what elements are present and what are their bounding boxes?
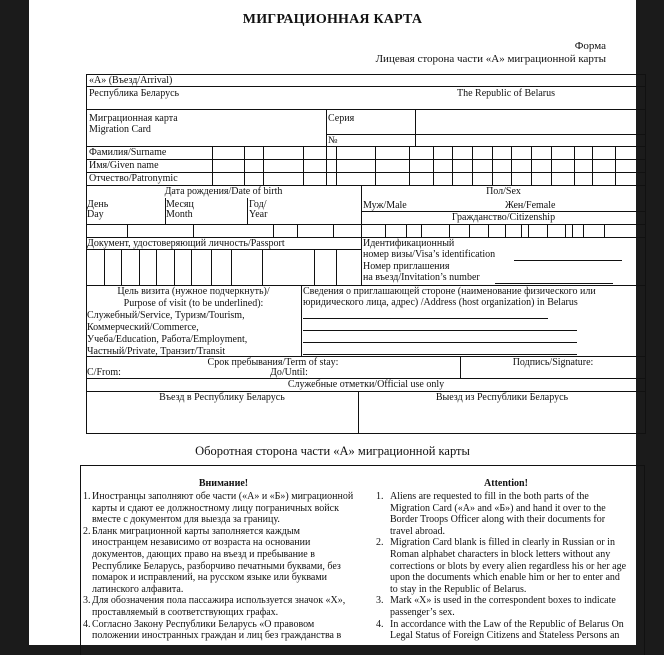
card-name-en: Migration Card xyxy=(89,124,151,135)
passport-input[interactable] xyxy=(86,249,361,285)
item-number: 2. xyxy=(376,537,384,549)
ru-instruction-item xyxy=(83,491,363,526)
purpose-option[interactable]: Служебный/Service, Туризм/Tourism, xyxy=(87,310,245,321)
item-line: upon the documents which enable him or her to enter and xyxy=(390,572,620,584)
item-line: иностранцем независимо от возраста на основании xyxy=(92,537,311,549)
item-line: Для обозначения пола пассажира используется значок «Х», xyxy=(92,595,346,607)
number-input[interactable] xyxy=(415,134,646,146)
item-line: документов, дающих право на въезд и пребывание в xyxy=(92,548,315,560)
item-number: 4. xyxy=(376,618,384,630)
host-address-line-2[interactable] xyxy=(303,330,577,331)
en-instruction-item xyxy=(368,595,640,618)
document-page xyxy=(29,0,636,645)
purpose-option[interactable]: Коммерческий/Commerce, xyxy=(87,322,199,333)
invitation-input[interactable] xyxy=(495,283,613,284)
purpose-title-en: Purpose of visit (to be underlined): xyxy=(123,298,264,309)
grid-line xyxy=(191,249,192,285)
grid-line xyxy=(127,224,128,237)
grid-line xyxy=(406,224,407,237)
ru-instruction-item xyxy=(83,619,363,642)
dob-label: Дата рождения/Date of birth xyxy=(164,186,283,197)
grid-line xyxy=(297,224,298,237)
en-instruction-item xyxy=(368,537,640,595)
item-line: corrections or blots by every alien regardless his or her age xyxy=(390,560,627,572)
grid-line xyxy=(193,224,194,237)
visa-id-input[interactable] xyxy=(514,260,622,261)
purpose-option[interactable]: Частный/Private, Транзит/Transit xyxy=(87,346,226,357)
item-number: 4. xyxy=(83,618,91,630)
divider xyxy=(326,109,327,146)
item-line: Border Troops Officer along with their documents for xyxy=(390,514,606,526)
item-number: 1. xyxy=(376,491,384,502)
day-ru: День xyxy=(87,199,109,210)
item-line: Migration Card («А» and «Б») and hand it over to the xyxy=(390,502,606,514)
grid-line xyxy=(139,249,140,285)
grid-line xyxy=(174,249,175,285)
en-instruction-item xyxy=(368,491,640,537)
notice-box xyxy=(80,465,645,655)
ru-instructions xyxy=(83,491,363,642)
country-ru: Республика Беларусь xyxy=(89,88,180,99)
official-use-label: Служебные отметки/Official use only xyxy=(287,379,445,390)
item-line: Aliens are requested to fill in the both parts of the xyxy=(390,491,589,502)
patronymic-input[interactable] xyxy=(212,173,646,185)
invitation-label-1: Номер приглашения xyxy=(363,261,450,272)
item-line: Согласно Закону Республики Беларусь «О правовом xyxy=(92,618,315,630)
surname-input[interactable] xyxy=(212,147,646,159)
item-line: Roman alphabet characters in block letters without any xyxy=(390,548,611,560)
grid-line xyxy=(604,224,605,237)
item-line: In accordance with the Law of the Republic of Belarus On xyxy=(390,618,624,630)
grid-line xyxy=(421,224,422,237)
female-option[interactable]: Жен/Female xyxy=(505,200,556,211)
en-instruction-item xyxy=(368,619,640,642)
series-input[interactable] xyxy=(415,109,646,134)
item-number: 1. xyxy=(83,491,91,502)
entry-stamp-label: Въезд в Республику Беларусь xyxy=(159,392,285,403)
series-label: Серия xyxy=(328,113,355,124)
ru-heading: Внимание! xyxy=(198,478,249,489)
ru-instruction-item xyxy=(83,595,363,618)
visa-id-label-1: Идентификационный xyxy=(363,238,455,249)
term-label: Срок пребывания/Term of stay: xyxy=(207,357,339,368)
grid-line xyxy=(156,249,157,285)
grid-line xyxy=(314,249,315,285)
surname-label: Фамилия/Surname xyxy=(89,147,167,158)
divider xyxy=(86,86,646,87)
item-line: положении иностранных граждан и лиц без гражданства в xyxy=(92,630,342,642)
grid-line xyxy=(211,249,212,285)
divider xyxy=(301,285,302,356)
item-line: travel abroad. xyxy=(390,525,445,537)
item-line: Бланк миграционной карты заполняется каждым xyxy=(92,525,300,537)
host-address-line-1[interactable] xyxy=(303,318,548,319)
divider xyxy=(247,198,248,224)
divider xyxy=(361,237,362,285)
page-title: МИГРАЦИОННАЯ КАРТА xyxy=(242,12,423,27)
country-en: The Republic of Belarus xyxy=(457,88,556,99)
day-en: Day xyxy=(87,209,104,220)
item-line: проставляемый в соответствующих графах. xyxy=(92,606,279,618)
grid-line xyxy=(385,224,386,237)
item-line: passenger’s sex. xyxy=(390,606,455,618)
until-label[interactable]: До/Until: xyxy=(270,367,308,378)
month-en: Month xyxy=(166,209,193,220)
host-label-1: Сведения о приглашающей стороне (наименование физического или xyxy=(303,286,596,297)
card-name-ru: Миграционная карта xyxy=(89,113,178,124)
grid-line xyxy=(121,249,122,285)
sex-label: Пол/Sex xyxy=(486,186,521,197)
en-heading: Attention! xyxy=(484,478,528,489)
part-label: «А» (Въезд/Arrival) xyxy=(89,75,173,86)
host-address-line-4[interactable] xyxy=(303,354,577,355)
grid-line xyxy=(104,249,105,285)
grid-line xyxy=(521,224,522,237)
item-number: 3. xyxy=(83,595,91,607)
item-line: Иностранцы заполняют обе части («А» и «Б») миграционной xyxy=(92,491,354,502)
item-line: вместе с документом для выезда за границу. xyxy=(92,514,280,526)
grid-line xyxy=(273,224,274,237)
item-number: 3. xyxy=(376,595,384,607)
citizenship-label: Гражданство/Citizenship xyxy=(451,212,556,223)
month-ru: Месяц xyxy=(166,199,194,210)
signature-label[interactable]: Подпись/Signature: xyxy=(512,357,594,368)
item-line: латинского алфавита. xyxy=(92,583,184,595)
front-side-label: Лицевая сторона части «А» миграционной карты xyxy=(375,53,606,65)
grid-line xyxy=(583,224,584,237)
item-line: карты и сдают ее должностному лицу пограничных войск xyxy=(92,502,339,514)
en-instructions xyxy=(368,491,640,642)
purpose-option[interactable]: Учеба/Education, Работа/Employment, xyxy=(87,334,248,345)
host-address-line-3[interactable] xyxy=(303,342,577,343)
item-line: Республике Беларусь, разборчиво печатными буквами, без xyxy=(92,560,341,572)
item-line: помарок и исправлений, на русском языке или буквами xyxy=(92,572,328,584)
grid-line xyxy=(547,224,548,237)
item-line: Migration Card blank is filled in clearly in Russian or in xyxy=(390,537,615,549)
grid-line xyxy=(505,224,506,237)
given-name-label: Имя/Given name xyxy=(89,160,159,171)
host-label-2: юридического лица, адрес) /Address (host organization) in Belarus xyxy=(303,297,578,308)
form-label: Форма xyxy=(574,40,606,52)
grid-line xyxy=(469,224,470,237)
given-name-input[interactable] xyxy=(212,160,646,172)
grid-line xyxy=(262,249,263,285)
male-option[interactable]: Муж/Male xyxy=(363,200,407,211)
invitation-label-2: на въезд/Invitation’s number xyxy=(363,272,480,283)
grid-line xyxy=(449,224,450,237)
item-line: to stay in the Republic of Belarus. xyxy=(390,583,527,595)
passport-label: Документ, удостоверяющий личность/Passport xyxy=(87,238,285,249)
grid-line xyxy=(231,249,232,285)
grid-line xyxy=(488,224,489,237)
item-number: 2. xyxy=(83,525,91,537)
item-line: Mark «X» is used in the correspondent boxes to indicate xyxy=(390,595,616,607)
year-en: Year xyxy=(249,209,268,220)
visa-id-label-2: номер визы/Visa’s identification xyxy=(363,249,496,260)
from-label[interactable]: С/From: xyxy=(87,367,121,378)
grid-line xyxy=(565,224,566,237)
number-label: № xyxy=(328,135,338,146)
reverse-side-title: Оборотная сторона части «А» миграционной карты xyxy=(195,444,470,458)
exit-stamp-label: Выезд из Республики Беларусь xyxy=(435,392,569,403)
year-ru: Год/ xyxy=(249,199,267,210)
grid-line xyxy=(572,224,573,237)
grid-line xyxy=(528,224,529,237)
item-line: Legal Status of Foreign Citizens and Stateless Persons an xyxy=(390,630,620,642)
patronymic-label: Отчество/Patronymic xyxy=(89,173,178,184)
grid-line xyxy=(336,249,337,285)
ru-instruction-item xyxy=(83,526,363,596)
purpose-title-ru: Цель визита (нужное подчеркнуть)/ xyxy=(117,286,270,297)
grid-line xyxy=(333,224,334,237)
